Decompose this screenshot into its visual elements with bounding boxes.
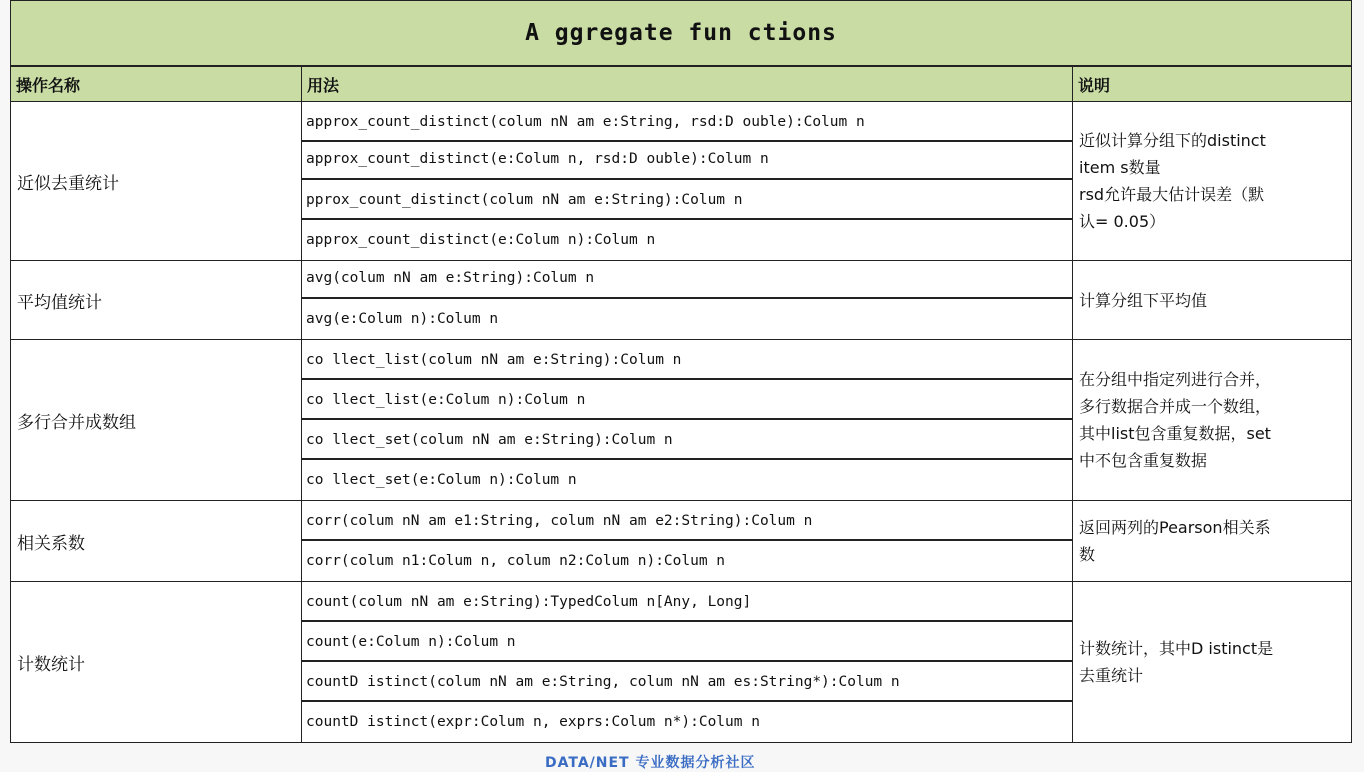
- description-cell: [1073, 340, 1352, 501]
- usage-signature: co llect_set(colum nN am e:String):Colum n: [302, 420, 1072, 460]
- usage-signature: co llect_list(colum nN am e:String):Colum n: [302, 340, 1072, 380]
- usage-cell: [302, 261, 1073, 340]
- description-line: item s数量: [1079, 158, 1161, 177]
- usage-signature: countD istinct(expr:Colum n, exprs:Colum n*):Colum n: [306, 714, 760, 730]
- table-row: [11, 102, 1352, 261]
- usage-signature: pprox_count_distinct(colum nN am e:String):Colum n: [302, 180, 1072, 220]
- usage-signature: approx_count_distinct(e:Colum n, rsd:D ouble):Colum n: [302, 142, 1072, 180]
- usage-signature: approx_count_distinct(e:Colum n):Colum n: [306, 232, 656, 248]
- usage-signature: count(colum nN am e:String):TypedColum n[Any, Long]: [302, 582, 1072, 622]
- usage-signature: count(e:Colum n):Colum n: [302, 622, 1072, 662]
- usage-signature: avg(e:Colum n):Colum n: [306, 311, 499, 327]
- usage-signature: corr(colum n1:Colum n, colum n2:Colum n):Colum n: [306, 553, 726, 569]
- header-operation-name: 操作名称: [11, 66, 302, 102]
- description-line: 返回两列的Pearson相关系: [1079, 518, 1271, 537]
- description-cell: [1073, 261, 1352, 340]
- description-line: 认= 0.05）: [1079, 212, 1166, 231]
- table-row: [11, 261, 1352, 340]
- description-line: 在分组中指定列进行合并，: [1079, 370, 1272, 389]
- usage-signature: corr(colum nN am e1:String, colum nN am e2:String):Colum n: [302, 501, 1072, 541]
- usage-cell: [302, 340, 1073, 501]
- operation-name: 计数统计: [11, 582, 302, 743]
- header-usage: 用法: [302, 66, 1073, 102]
- operation-name: 多行合并成数组: [11, 340, 302, 501]
- description-line: 去重统计: [1079, 666, 1144, 685]
- table-row: [11, 582, 1352, 743]
- description-cell: [1073, 582, 1352, 743]
- usage-signature: countD istinct(colum nN am e:String, colum nN am es:String*):Colum n: [302, 662, 1072, 702]
- description-line: 近似计算分组下的distinct: [1079, 131, 1266, 150]
- usage-cell: [302, 102, 1073, 261]
- description-line: 数: [1079, 545, 1096, 564]
- usage-signature: avg(colum nN am e:String):Colum n: [302, 261, 1072, 299]
- usage-cell: [302, 582, 1073, 743]
- description-line: 中不包含重复数据: [1079, 451, 1208, 470]
- description-cell: [1073, 501, 1352, 582]
- usage-signature: co llect_set(e:Colum n):Colum n: [306, 472, 577, 488]
- description-line: rsd允许最大估计误差（默: [1079, 185, 1265, 204]
- description-line: 多行数据合并成一个数组，: [1079, 397, 1272, 416]
- operation-name: 相关系数: [11, 501, 302, 582]
- watermark: DATA/NET 专业数据分析社区: [545, 755, 756, 771]
- table-row: [11, 501, 1352, 582]
- operation-name: 近似去重统计: [11, 102, 302, 261]
- header-description: 说明: [1073, 66, 1352, 102]
- usage-cell: [302, 501, 1073, 582]
- table-title: A ggregate fun ctions: [11, 1, 1352, 67]
- description-line: 计数统计，其中D istinct是: [1079, 639, 1274, 658]
- description-cell: [1073, 102, 1352, 261]
- operation-name: 平均值统计: [11, 261, 302, 340]
- aggregate-functions-sheet: [10, 0, 1351, 743]
- usage-signature: approx_count_distinct(colum nN am e:String, rsd:D ouble):Colum n: [302, 102, 1072, 142]
- description-line: 计算分组下平均值: [1079, 290, 1208, 310]
- usage-signature: co llect_list(e:Colum n):Colum n: [302, 380, 1072, 420]
- table-row: [11, 340, 1352, 501]
- description-line: 其中list包含重复数据，set: [1079, 424, 1271, 443]
- aggregate-functions-table: [10, 0, 1352, 743]
